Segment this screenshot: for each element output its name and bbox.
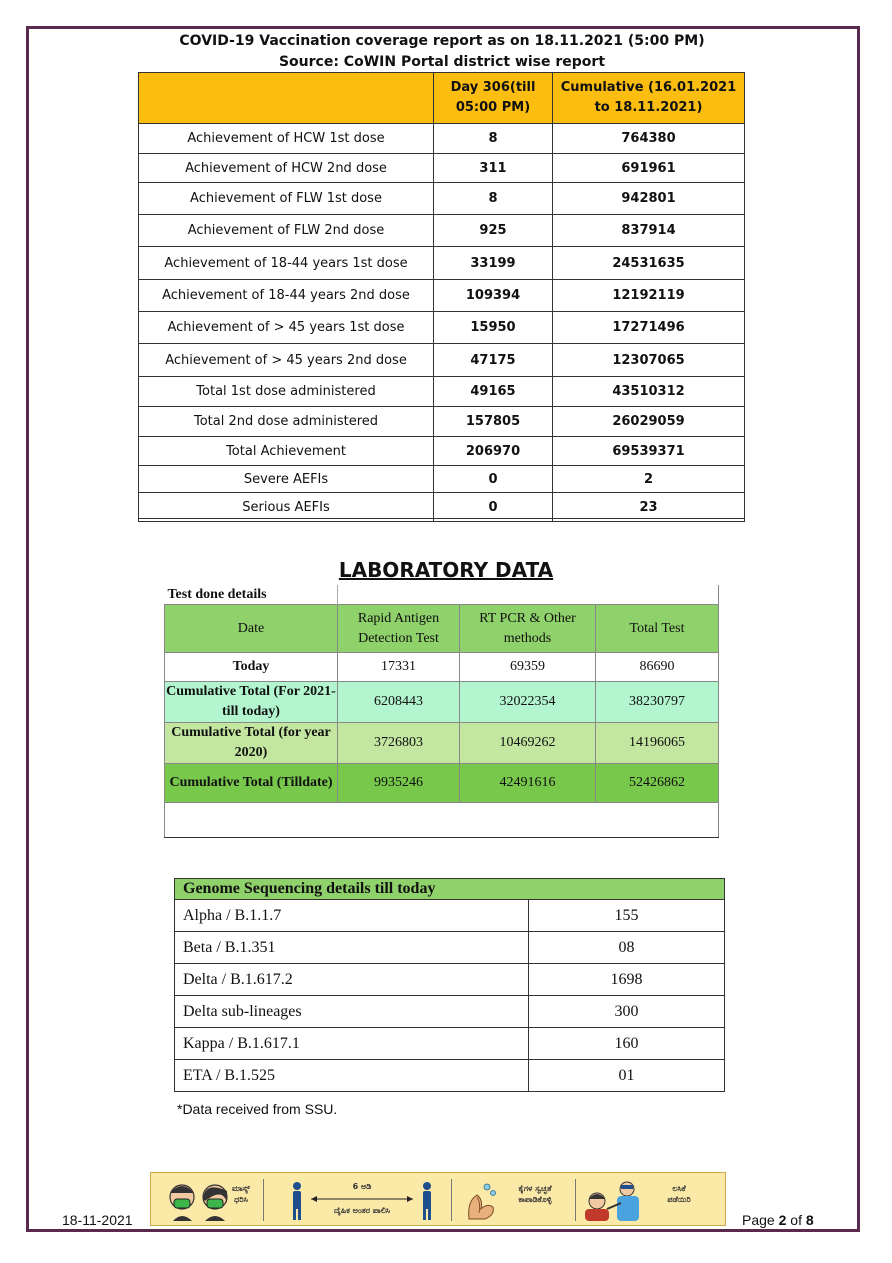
vaccination-cumulative-value: 43510312 — [553, 377, 745, 407]
hand-wash-text-line1: ಕೈಗಳ ಸ್ವಚ್ಛತೆ — [518, 1184, 552, 1193]
vaccination-cumulative-value: 23 — [553, 493, 745, 522]
lab-row-cumulative-tilldate — [165, 764, 719, 803]
vaccination-row-label: Achievement of 18-44 years 1st dose — [139, 247, 434, 280]
vaccination-header-row — [139, 73, 745, 124]
vaccination-day-value: 206970 — [434, 437, 553, 466]
lab-cell-rtpcr: 10469262 — [460, 723, 596, 764]
genome-table — [174, 878, 725, 1092]
vaccination-row-label: Severe AEFIs — [139, 466, 434, 493]
vaccination-title — [138, 31, 746, 73]
vaccination-row — [139, 407, 745, 437]
genome-variant-name: Alpha / B.1.1.7 — [175, 900, 529, 932]
vaccination-cumulative-value: 17271496 — [553, 312, 745, 344]
mask-text — [225, 1183, 257, 1205]
vaccination-row-label: Total 2nd dose administered — [139, 407, 434, 437]
distance-text-top: 6 ಅಡಿ — [352, 1182, 372, 1191]
lab-cell-rapid: 3726803 — [338, 723, 460, 764]
lab-row-label: Today — [165, 653, 338, 682]
lab-cell-rapid: 9935246 — [338, 764, 460, 803]
genome-row — [175, 964, 725, 996]
lab-row-cumulative-2020 — [165, 723, 719, 764]
lab-empty-row — [165, 803, 719, 838]
lab-header-row — [165, 605, 719, 653]
distance-text-bottom: ದೈಹಿಕ ಅಂತರ ಪಾಲಿಸಿ — [333, 1206, 391, 1215]
genome-variant-name: Beta / B.1.351 — [175, 932, 529, 964]
page-of: of — [786, 1212, 806, 1228]
lab-cell-rtpcr: 42491616 — [460, 764, 596, 803]
vaccination-row-label: Achievement of FLW 1st dose — [139, 183, 434, 215]
vaccination-cumulative-value: 942801 — [553, 183, 745, 215]
genome-variant-count: 300 — [529, 996, 725, 1028]
genome-variant-count: 1698 — [529, 964, 725, 996]
vaccination-row — [139, 154, 745, 183]
vaccination-row — [139, 344, 745, 377]
vaccination-day-value: 8 — [434, 124, 553, 154]
page-total: 8 — [805, 1212, 814, 1228]
genome-variant-name: Delta / B.1.617.2 — [175, 964, 529, 996]
genome-row — [175, 1060, 725, 1092]
laboratory-table — [164, 585, 719, 838]
vaccination-day-value: 47175 — [434, 344, 553, 377]
vaccine-text-line2: ಪಡೆಯಿರಿ — [667, 1195, 691, 1204]
vaccination-day-value: 49165 — [434, 377, 553, 407]
lab-col-rapid: Rapid Antigen Detection Test — [338, 605, 460, 653]
genome-heading: Genome Sequencing details till today — [175, 879, 725, 900]
lab-cell-rapid: 17331 — [338, 653, 460, 682]
vaccination-cumulative-value: 69539371 — [553, 437, 745, 466]
lab-col-rtpcr: RT PCR & Other methods — [460, 605, 596, 653]
lab-cell-total: 52426862 — [596, 764, 719, 803]
lab-row-label: Cumulative Total (for year 2020) — [165, 723, 338, 764]
vaccination-table-bottom-rule — [138, 518, 745, 522]
banner-divider — [575, 1179, 576, 1221]
genome-row — [175, 932, 725, 964]
vaccination-row — [139, 280, 745, 312]
genome-variant-count: 155 — [529, 900, 725, 932]
genome-variant-count: 08 — [529, 932, 725, 964]
lab-caption: Test done details — [167, 586, 267, 602]
header-blank-cell — [139, 73, 434, 124]
genome-row — [175, 900, 725, 932]
vaccination-cumulative-value: 691961 — [553, 154, 745, 183]
lab-row-today — [165, 653, 719, 682]
laboratory-heading: LABORATORY DATA — [338, 558, 554, 582]
genome-variant-name: ETA / B.1.525 — [175, 1060, 529, 1092]
vaccination-row — [139, 247, 745, 280]
vaccination-cumulative-value: 24531635 — [553, 247, 745, 280]
vaccination-title-line2: Source: CoWIN Portal district wise report — [278, 54, 606, 70]
lab-cell-total: 14196065 — [596, 723, 719, 764]
vaccination-day-value: 311 — [434, 154, 553, 183]
mask-text-line1: ಮಾಸ್ಕ್ — [231, 1184, 251, 1193]
vaccination-row — [139, 466, 745, 493]
data-source-note: *Data received from SSU. — [177, 1101, 338, 1117]
vaccination-row-label: Achievement of 18-44 years 2nd dose — [139, 280, 434, 312]
vaccine-text-line1: ಲಸಿಕೆ — [672, 1184, 686, 1193]
vaccination-day-value: 33199 — [434, 247, 553, 280]
vaccination-cumulative-value: 26029059 — [553, 407, 745, 437]
lab-cell-total: 38230797 — [596, 682, 719, 723]
vaccination-cumulative-value: 2 — [553, 466, 745, 493]
vaccination-row — [139, 312, 745, 344]
lab-row-label: Cumulative Total (Tilldate) — [165, 764, 338, 803]
lab-col-date: Date — [165, 605, 338, 653]
vaccine-text — [657, 1183, 701, 1205]
covid-appropriate-behaviour-banner — [150, 1172, 726, 1226]
genome-variant-name: Delta sub-lineages — [175, 996, 529, 1028]
vaccination-row — [139, 124, 745, 154]
header-day: Day 306(till 05:00 PM) — [434, 73, 553, 124]
vaccination-row-label: Achievement of > 45 years 2nd dose — [139, 344, 434, 377]
genome-row — [175, 996, 725, 1028]
vaccination-row-label: Achievement of FLW 2nd dose — [139, 215, 434, 247]
vaccination-row-label: Total 1st dose administered — [139, 377, 434, 407]
mask-text-line2: ಧರಿಸಿ — [234, 1195, 248, 1204]
genome-variant-count: 01 — [529, 1060, 725, 1092]
vaccination-row — [139, 437, 745, 466]
page-number — [742, 1212, 814, 1228]
vaccination-row-label: Achievement of HCW 1st dose — [139, 124, 434, 154]
banner-divider — [263, 1179, 264, 1221]
genome-header-row — [175, 879, 725, 900]
lab-cell-total: 86690 — [596, 653, 719, 682]
hand-wash-text — [503, 1183, 567, 1205]
vaccination-table — [138, 72, 745, 522]
vaccination-day-value: 109394 — [434, 280, 553, 312]
vaccination-icon — [581, 1179, 653, 1221]
vaccination-row-label: Total Achievement — [139, 437, 434, 466]
vaccination-day-value: 8 — [434, 183, 553, 215]
page-current: 2 — [778, 1212, 787, 1228]
genome-row — [175, 1028, 725, 1060]
lab-row-label: Cumulative Total (For 2021- till today) — [165, 682, 338, 723]
vaccination-day-value: 0 — [434, 466, 553, 493]
lab-cell-rapid: 6208443 — [338, 682, 460, 723]
lab-col-total: Total Test — [596, 605, 719, 653]
vaccination-cumulative-value: 12307065 — [553, 344, 745, 377]
genome-variant-count: 160 — [529, 1028, 725, 1060]
banner-divider — [451, 1179, 452, 1221]
vaccination-row — [139, 215, 745, 247]
genome-variant-name: Kappa / B.1.617.1 — [175, 1028, 529, 1060]
vaccination-day-value: 925 — [434, 215, 553, 247]
hand-wash-text-line2: ಕಾಪಾಡಿಕೊಳ್ಳಿ — [518, 1195, 552, 1204]
footer-date: 18-11-2021 — [62, 1212, 133, 1228]
vaccination-cumulative-value: 12192119 — [553, 280, 745, 312]
header-cumulative: Cumulative (16.01.2021 to 18.11.2021) — [553, 73, 745, 124]
vaccination-day-value: 157805 — [434, 407, 553, 437]
vaccination-cumulative-value: 764380 — [553, 124, 745, 154]
lab-cell-rtpcr: 32022354 — [460, 682, 596, 723]
vaccination-row — [139, 183, 745, 215]
vaccination-day-value: 15950 — [434, 312, 553, 344]
lab-cell-rtpcr: 69359 — [460, 653, 596, 682]
hand-wash-icon — [463, 1179, 503, 1221]
vaccination-row-label: Achievement of HCW 2nd dose — [139, 154, 434, 183]
vaccination-day-value: 0 — [434, 493, 553, 522]
lab-row-cumulative-2021 — [165, 682, 719, 723]
vaccination-title-line1: COVID-19 Vaccination coverage report as on 18.11.2021 (5:00 PM) — [179, 33, 705, 49]
vaccination-row-label: Serious AEFIs — [139, 493, 434, 522]
vaccination-row-label: Achievement of > 45 years 1st dose — [139, 312, 434, 344]
vaccination-row — [139, 377, 745, 407]
page-prefix: Page — [742, 1212, 779, 1228]
vaccination-cumulative-value: 837914 — [553, 215, 745, 247]
